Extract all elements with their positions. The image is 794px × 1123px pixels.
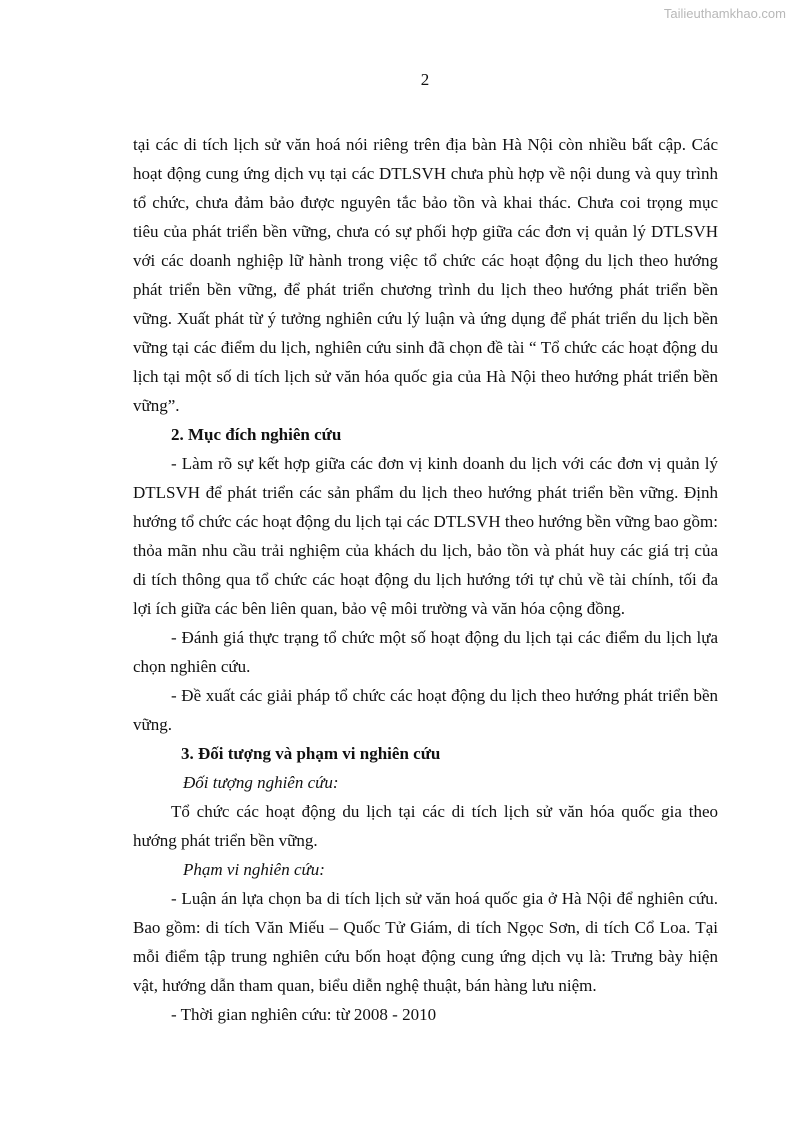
paragraph-purpose-2: - Đánh giá thực trạng tổ chức một số hoạt động du lịch tại các điểm du lịch lựa chọn nghiên cứu. — [133, 628, 718, 676]
paragraph-object: Tổ chức các hoạt động du lịch tại các di tích lịch sử văn hóa quốc gia theo hướng phát triển bền vững. — [133, 802, 718, 850]
paragraph-purpose-1: - Làm rõ sự kết hợp giữa các đơn vị kinh doanh du lịch với các đơn vị quản lý DTLSVH để phát triển các sản phẩm du lịch theo hướng phát triển bền vững. Định hướng tổ chức các hoạt động du lịch tại các DTLSVH theo hướng bền vững bao gồm: thỏa mãn nhu cầu trải nghiệm của khách du lịch, bảo tồn và phát huy các giá trị của di tích thông qua tổ chức các hoạt động du lịch hướng tới tự chủ về tài chính, tối đa lợi ích giữa các bên liên quan, bảo vệ môi trường và văn hóa cộng đồng. — [133, 454, 718, 618]
section-heading-purpose: 2. Mục đích nghiên cứu — [171, 425, 342, 444]
paragraph-intro: tại các di tích lịch sử văn hoá nói riêng trên địa bàn Hà Nội còn nhiều bất cập. Các hoạt động cung ứng dịch vụ tại các DTLSVH chưa phù hợp về nội dung và quy trình tổ chức, chưa đảm bảo được nguyên tắc bảo tồn và khai thác. Chưa coi trọng mục tiêu của phát triển bền vững, chưa có sự phối hợp giữa các đơn vị quản lý DTLSVH với các doanh nghiệp lữ hành trong việc tổ chức các hoạt động du lịch theo hướng phát triển bền vững, để phát triển chương trình du lịch theo hướng phát triển bền vững. Xuất phát từ ý tưởng nghiên cứu lý luận và ứng dụng để phát triển du lịch bền vững tại các điểm du lịch, nghiên cứu sinh đã chọn đề tài “ Tổ chức các hoạt động du lịch tại một số di tích lịch sử văn hóa quốc gia của Hà Nội theo hướng phát triển bền vững”. — [133, 135, 718, 415]
page-number: 2 — [420, 70, 430, 89]
section-heading-scope: 3. Đối tượng và phạm vi nghiên cứu — [181, 744, 441, 763]
paragraph-time: - Thời gian nghiên cứu: từ 2008 - 2010 — [171, 1005, 437, 1024]
subheading-object: Đối tượng nghiên cứu: — [183, 773, 339, 792]
document-body — [133, 130, 718, 1029]
paragraph-scope: - Luận án lựa chọn ba di tích lịch sử văn hoá quốc gia ở Hà Nội để nghiên cứu. Bao gồm: di tích Văn Miếu – Quốc Tử Giám, di tích Ngọc Sơn, di tích Cổ Loa. Tại mỗi điểm tập trung nghiên cứu bốn hoạt động cung ứng dịch vụ là: Trưng bày hiện vật, hướng dẫn tham quan, biểu diễn nghệ thuật, bán hàng lưu niệm. — [133, 889, 718, 995]
watermark-text: Tailieuthamkhao.com — [663, 6, 786, 21]
subheading-scope: Phạm vi nghiên cứu: — [183, 860, 325, 879]
paragraph-purpose-3: - Đề xuất các giải pháp tổ chức các hoạt động du lịch theo hướng phát triển bền vững. — [133, 686, 718, 734]
